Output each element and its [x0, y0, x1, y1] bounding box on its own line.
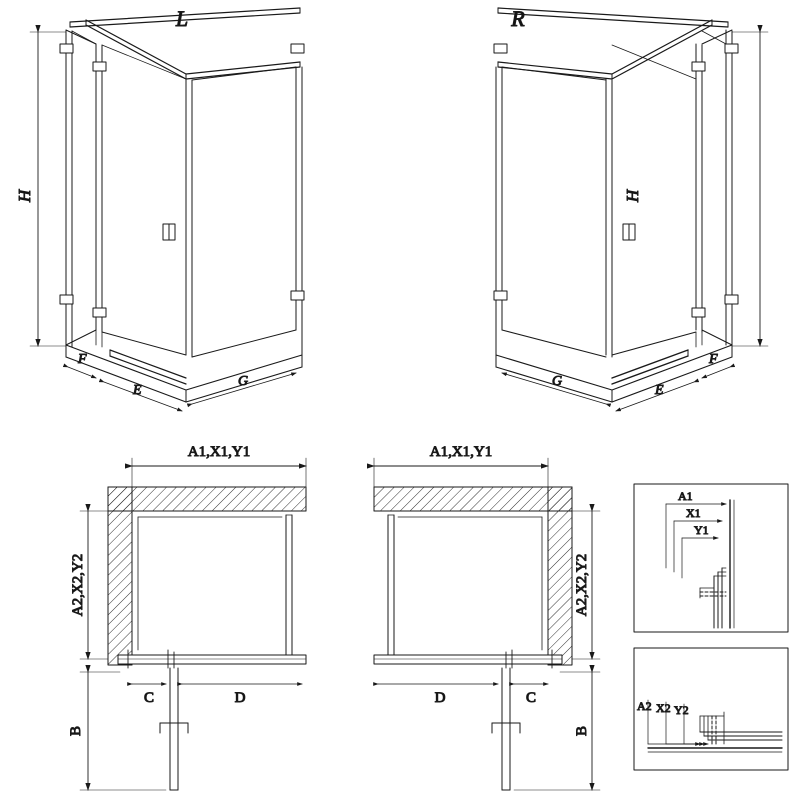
plan-right-dim-B: B — [574, 725, 590, 737]
detail-top-label-A1: A1 — [678, 489, 693, 503]
iso-right-label-F: F — [709, 352, 718, 367]
plan-right-top-dimension: A1,X1,Y1 — [429, 444, 493, 460]
iso-left-label-F: F — [78, 352, 87, 367]
detail-bottom-label-A2: A2 — [637, 699, 652, 713]
iso-right-title: R — [511, 6, 525, 31]
plan-right-dim-C: C — [525, 690, 537, 706]
plan-right-side-dimension: A2,X2,Y2 — [574, 553, 590, 617]
plan-right-dim-D: D — [434, 690, 446, 706]
detail-top-label-Y1: Y1 — [694, 523, 709, 537]
iso-left-label-H: H — [15, 189, 34, 203]
detail-top-label-X1: X1 — [686, 506, 701, 520]
iso-view-right — [494, 6, 768, 411]
plan-left-side-dimension: A2,X2,Y2 — [70, 553, 86, 617]
iso-view-left — [15, 6, 304, 411]
plan-view-left — [68, 444, 306, 790]
plan-left-dim-C: C — [143, 690, 155, 706]
detail-bottom-label-X2: X2 — [656, 701, 671, 715]
iso-left-label-G: G — [238, 374, 249, 389]
iso-right-label-E: E — [655, 383, 664, 398]
iso-right-label-G: G — [552, 374, 563, 389]
iso-right-label-H: H — [623, 189, 642, 203]
iso-left-title: L — [175, 6, 189, 31]
iso-left-label-E: E — [133, 383, 142, 398]
detail-bottom — [634, 648, 788, 770]
plan-left-dim-D: D — [234, 690, 246, 706]
plan-view-right — [374, 444, 600, 790]
detail-bottom-label-Y2: Y2 — [674, 703, 689, 717]
plan-left-top-dimension: A1,X1,Y1 — [187, 444, 251, 460]
detail-top — [634, 484, 788, 632]
plan-left-dim-B: B — [68, 725, 84, 737]
